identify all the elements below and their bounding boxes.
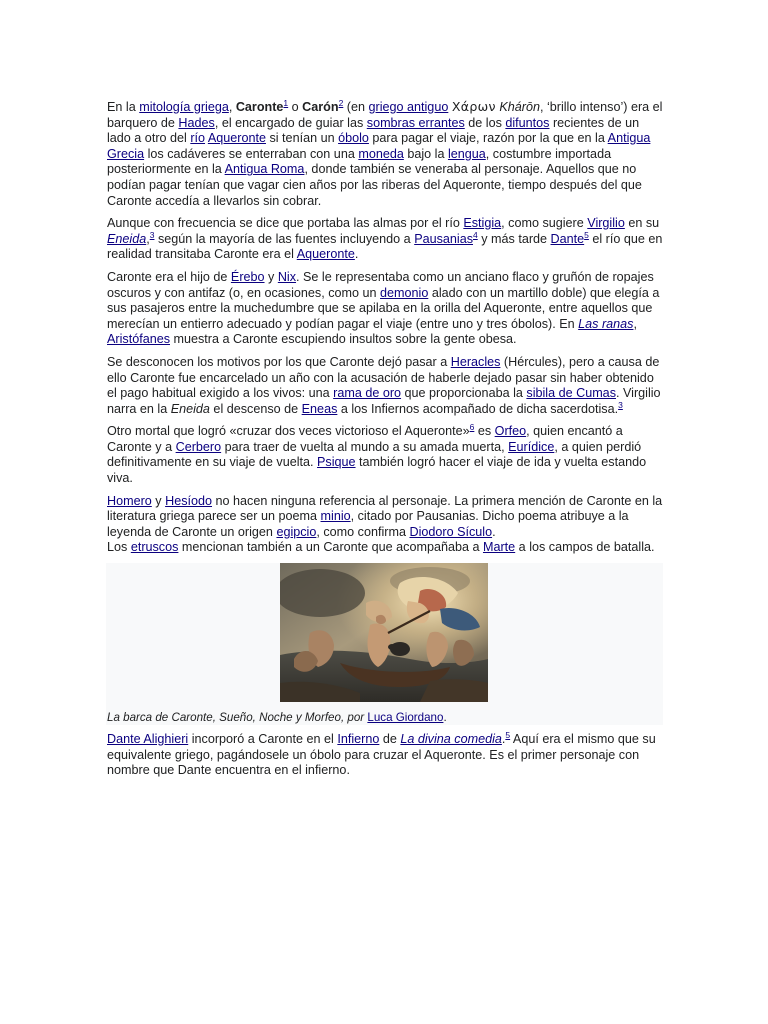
link-aqueronte[interactable]: Aqueronte — [296, 247, 355, 262]
text: el río que en realidad transitaba Caronte era el — [107, 231, 663, 262]
link-hesiodo[interactable]: Hesíodo — [165, 493, 213, 508]
text: . — [354, 247, 359, 262]
text: Caronte era el hijo de — [107, 269, 231, 284]
painting-la-barca-de-caronte[interactable] — [280, 563, 488, 702]
text: bajo la — [403, 146, 448, 161]
text: , citado por Pausanias. Dicho poema atribuye a la leyenda de Caronte un origen — [107, 509, 629, 539]
link-euridice[interactable]: Eurídice — [508, 439, 555, 454]
text: o — [288, 100, 303, 114]
link-difuntos[interactable]: difuntos — [505, 115, 550, 130]
text: el descenso de — [209, 401, 302, 416]
link-etruscos[interactable]: etruscos — [130, 540, 179, 555]
text: recientes de un lado a otro del — [107, 115, 640, 146]
text: , costumbre importada posteriormente en la — [107, 146, 612, 177]
link-lengua[interactable]: lengua — [447, 146, 486, 161]
reference-link[interactable]: 6 — [469, 422, 475, 433]
link-pausanias[interactable]: Pausanias — [414, 231, 473, 246]
text: Los — [107, 540, 131, 555]
text: para traer de vuelta al mundo a su amada muerta, — [221, 439, 509, 454]
link-cerbero[interactable]: Cerbero — [175, 439, 222, 454]
link-aristofanes[interactable]: Aristófanes — [107, 332, 170, 347]
link-marte[interactable]: Marte — [482, 540, 516, 555]
text: , a quien perdió definitivamente en su viaje de vuelta. — [107, 439, 642, 470]
text: muestra a Caronte escupiendo insultos sobre la gente obesa. — [170, 332, 517, 347]
text: también logró hacer el viaje de ida y vuelta estando viva. — [107, 455, 647, 486]
link-dante-alighieri[interactable]: Dante Alighieri — [107, 732, 189, 747]
link-mitologia-griega[interactable]: mitología griega — [139, 100, 229, 114]
reference-link[interactable]: 1 — [283, 97, 289, 108]
link-orfeo[interactable]: Orfeo — [494, 424, 527, 439]
link-homero[interactable]: Homero — [107, 493, 152, 508]
link-heracles[interactable]: Heracles — [450, 354, 501, 369]
text: , como sugiere — [501, 216, 588, 231]
text: para pagar el viaje, razón por la que en la — [368, 131, 608, 146]
text: , por — [340, 711, 368, 725]
paragraph-intro — [107, 99, 663, 209]
reference-link[interactable]: 4 — [473, 229, 478, 240]
painting-image[interactable] — [280, 563, 488, 702]
text: , — [633, 316, 637, 331]
text: incorporó a Caronte en el — [188, 732, 338, 747]
text: y — [264, 269, 278, 284]
link-eneida[interactable]: Eneida — [107, 231, 147, 246]
reference-3[interactable] — [618, 400, 623, 410]
link-las-ranas[interactable]: Las ranas — [578, 316, 634, 331]
reference-link[interactable]: 2 — [338, 97, 344, 108]
text: . Virgilio narra en la — [107, 386, 661, 416]
text: que proporcionaba la — [401, 386, 527, 401]
reference-link[interactable]: 5 — [584, 229, 589, 240]
link-la-divina-comedia[interactable]: La divina comedia — [400, 732, 502, 747]
paragraph-origen — [107, 270, 663, 348]
link-rama-de-oro[interactable]: rama de oro — [333, 386, 402, 401]
reference-link[interactable]: 3 — [618, 399, 623, 410]
text: , el encargado de guiar las — [214, 115, 367, 130]
text: Se desconocen los motivos por los que Caronte dejó pasar a — [107, 354, 451, 369]
link-aqueronte[interactable]: Aqueronte — [207, 131, 266, 146]
link-rio[interactable]: río — [190, 131, 206, 146]
text: En la — [107, 100, 140, 114]
link-griego-antiguo[interactable]: griego antiguo — [368, 100, 449, 114]
text: de los — [464, 115, 506, 130]
paragraph-orfeo — [107, 424, 663, 486]
link-obolo[interactable]: óbolo — [338, 131, 369, 146]
link-estigia[interactable]: Estigia — [463, 216, 502, 231]
link-diodoro-siculo[interactable]: Diodoro Sículo — [409, 524, 493, 539]
text: , — [146, 231, 150, 246]
text: , ‘brillo intenso’) era el barquero de — [107, 100, 663, 130]
link-virgilio[interactable]: Virgilio — [587, 216, 625, 231]
link-nix[interactable]: Nix — [277, 269, 297, 284]
text: , donde también se veneraba al personaje. Aquellos que no podían pagar tenían que vagar cien años por las riberas del Aqueronte, tiempo después del que Caronte accedía a llevarlos sin cobrar. — [107, 162, 642, 208]
text: , como confirma — [316, 524, 410, 539]
text: mencionan también a un Caronte que acompañaba a — [178, 540, 483, 555]
text: . — [501, 732, 506, 747]
text: si tenían un — [265, 131, 339, 146]
text: (Hércules), pero a causa de ello Caronte fue encarcelado un año con la acusación de haberle dejado pasar sin haber obtenido el pago habitual exigido a los vivos: una — [107, 354, 660, 401]
text: Aunque con frecuencia se dice que portaba las almas por el río — [107, 216, 464, 231]
text: no hacen ninguna referencia al personaje. La primera mención de Caronte en la literatura griega parece ser un poema — [107, 493, 663, 524]
paragraph-homero — [107, 494, 663, 556]
text: y — [151, 493, 166, 508]
text: alado con un martillo doble) que elegía a sus pasajeros entre la muchedumbre que se apilaba en la orilla del Aqueronte, entre aquellos que merecían un entierro adecuado y podían pagar el viaje (entre uno y tres óbolos). En — [107, 285, 660, 331]
reference-link[interactable]: 5 — [505, 729, 511, 740]
link-antigua-grecia[interactable]: Antigua Grecia — [107, 131, 651, 161]
text: . — [492, 524, 496, 539]
link-hades[interactable]: Hades — [178, 115, 215, 130]
figure-thumbnail — [106, 563, 663, 725]
caption-title: La barca de Caronte, Sueño, Noche y Morfeo — [107, 711, 341, 725]
figure-caption — [107, 710, 447, 726]
link-eneas[interactable]: Eneas — [301, 401, 338, 416]
greek-term: Χάρων — [451, 99, 496, 114]
article-body — [107, 99, 663, 786]
link-infierno[interactable]: Infierno — [337, 732, 380, 747]
text: de — [379, 732, 401, 747]
link-sombras-errantes[interactable]: sombras errantes — [366, 115, 465, 130]
link-dante[interactable]: Dante — [550, 231, 585, 246]
text: a los Infiernos acompañado de dicha sacerdotisa. — [337, 401, 619, 416]
title-eneida: Eneida — [170, 401, 210, 416]
text: . — [443, 711, 447, 725]
paragraph-dante — [107, 729, 663, 779]
link-egipcio[interactable]: egipcio — [276, 524, 317, 539]
link-demonio[interactable]: demonio — [380, 285, 429, 300]
link-psique[interactable]: Psique — [317, 455, 356, 470]
link-luca-giordano[interactable]: Luca Giordano — [367, 711, 444, 725]
link-minio[interactable]: minio — [320, 509, 351, 524]
term-caron: Carón — [302, 100, 339, 114]
text: a los campos de batalla. — [515, 540, 655, 555]
text: según la mayoría de las fuentes incluyendo a — [154, 231, 415, 246]
paragraph-estigia — [107, 216, 663, 263]
text: Otro mortal que logró «cruzar dos veces victorioso el Aqueronte» — [107, 424, 470, 439]
text: en su — [624, 216, 660, 231]
link-sibila-de-cumas[interactable]: sibila de Cumas — [526, 386, 616, 401]
text: , — [228, 100, 236, 114]
text: los cadáveres se enterraban con una — [144, 146, 359, 161]
transliteration: Khárōn — [499, 100, 540, 114]
link-antigua-roma[interactable]: Antigua Roma — [224, 162, 305, 177]
reference-link[interactable]: 3 — [149, 229, 155, 240]
paragraph-heracles — [107, 355, 663, 417]
text: es — [474, 424, 495, 439]
text: Aquí era el mismo que su equivalente griego, pagándosele un óbolo para cruzar el Aqueronte. Es el primer personaje con nombre que Dante encuentra en el infierno. — [107, 732, 656, 778]
text: (en — [343, 100, 369, 114]
term-caronte: Caronte — [235, 100, 284, 114]
text: y más tarde — [477, 231, 551, 246]
text: , quien encantó a Caronte y a — [107, 424, 623, 454]
text: . Se le representaba como un anciano flaco y gruñón de ropajes oscuros y con antifaz (o, en ocasiones, como un — [107, 269, 654, 300]
link-erebo[interactable]: Érebo — [230, 269, 265, 284]
link-moneda[interactable]: moneda — [358, 146, 404, 161]
